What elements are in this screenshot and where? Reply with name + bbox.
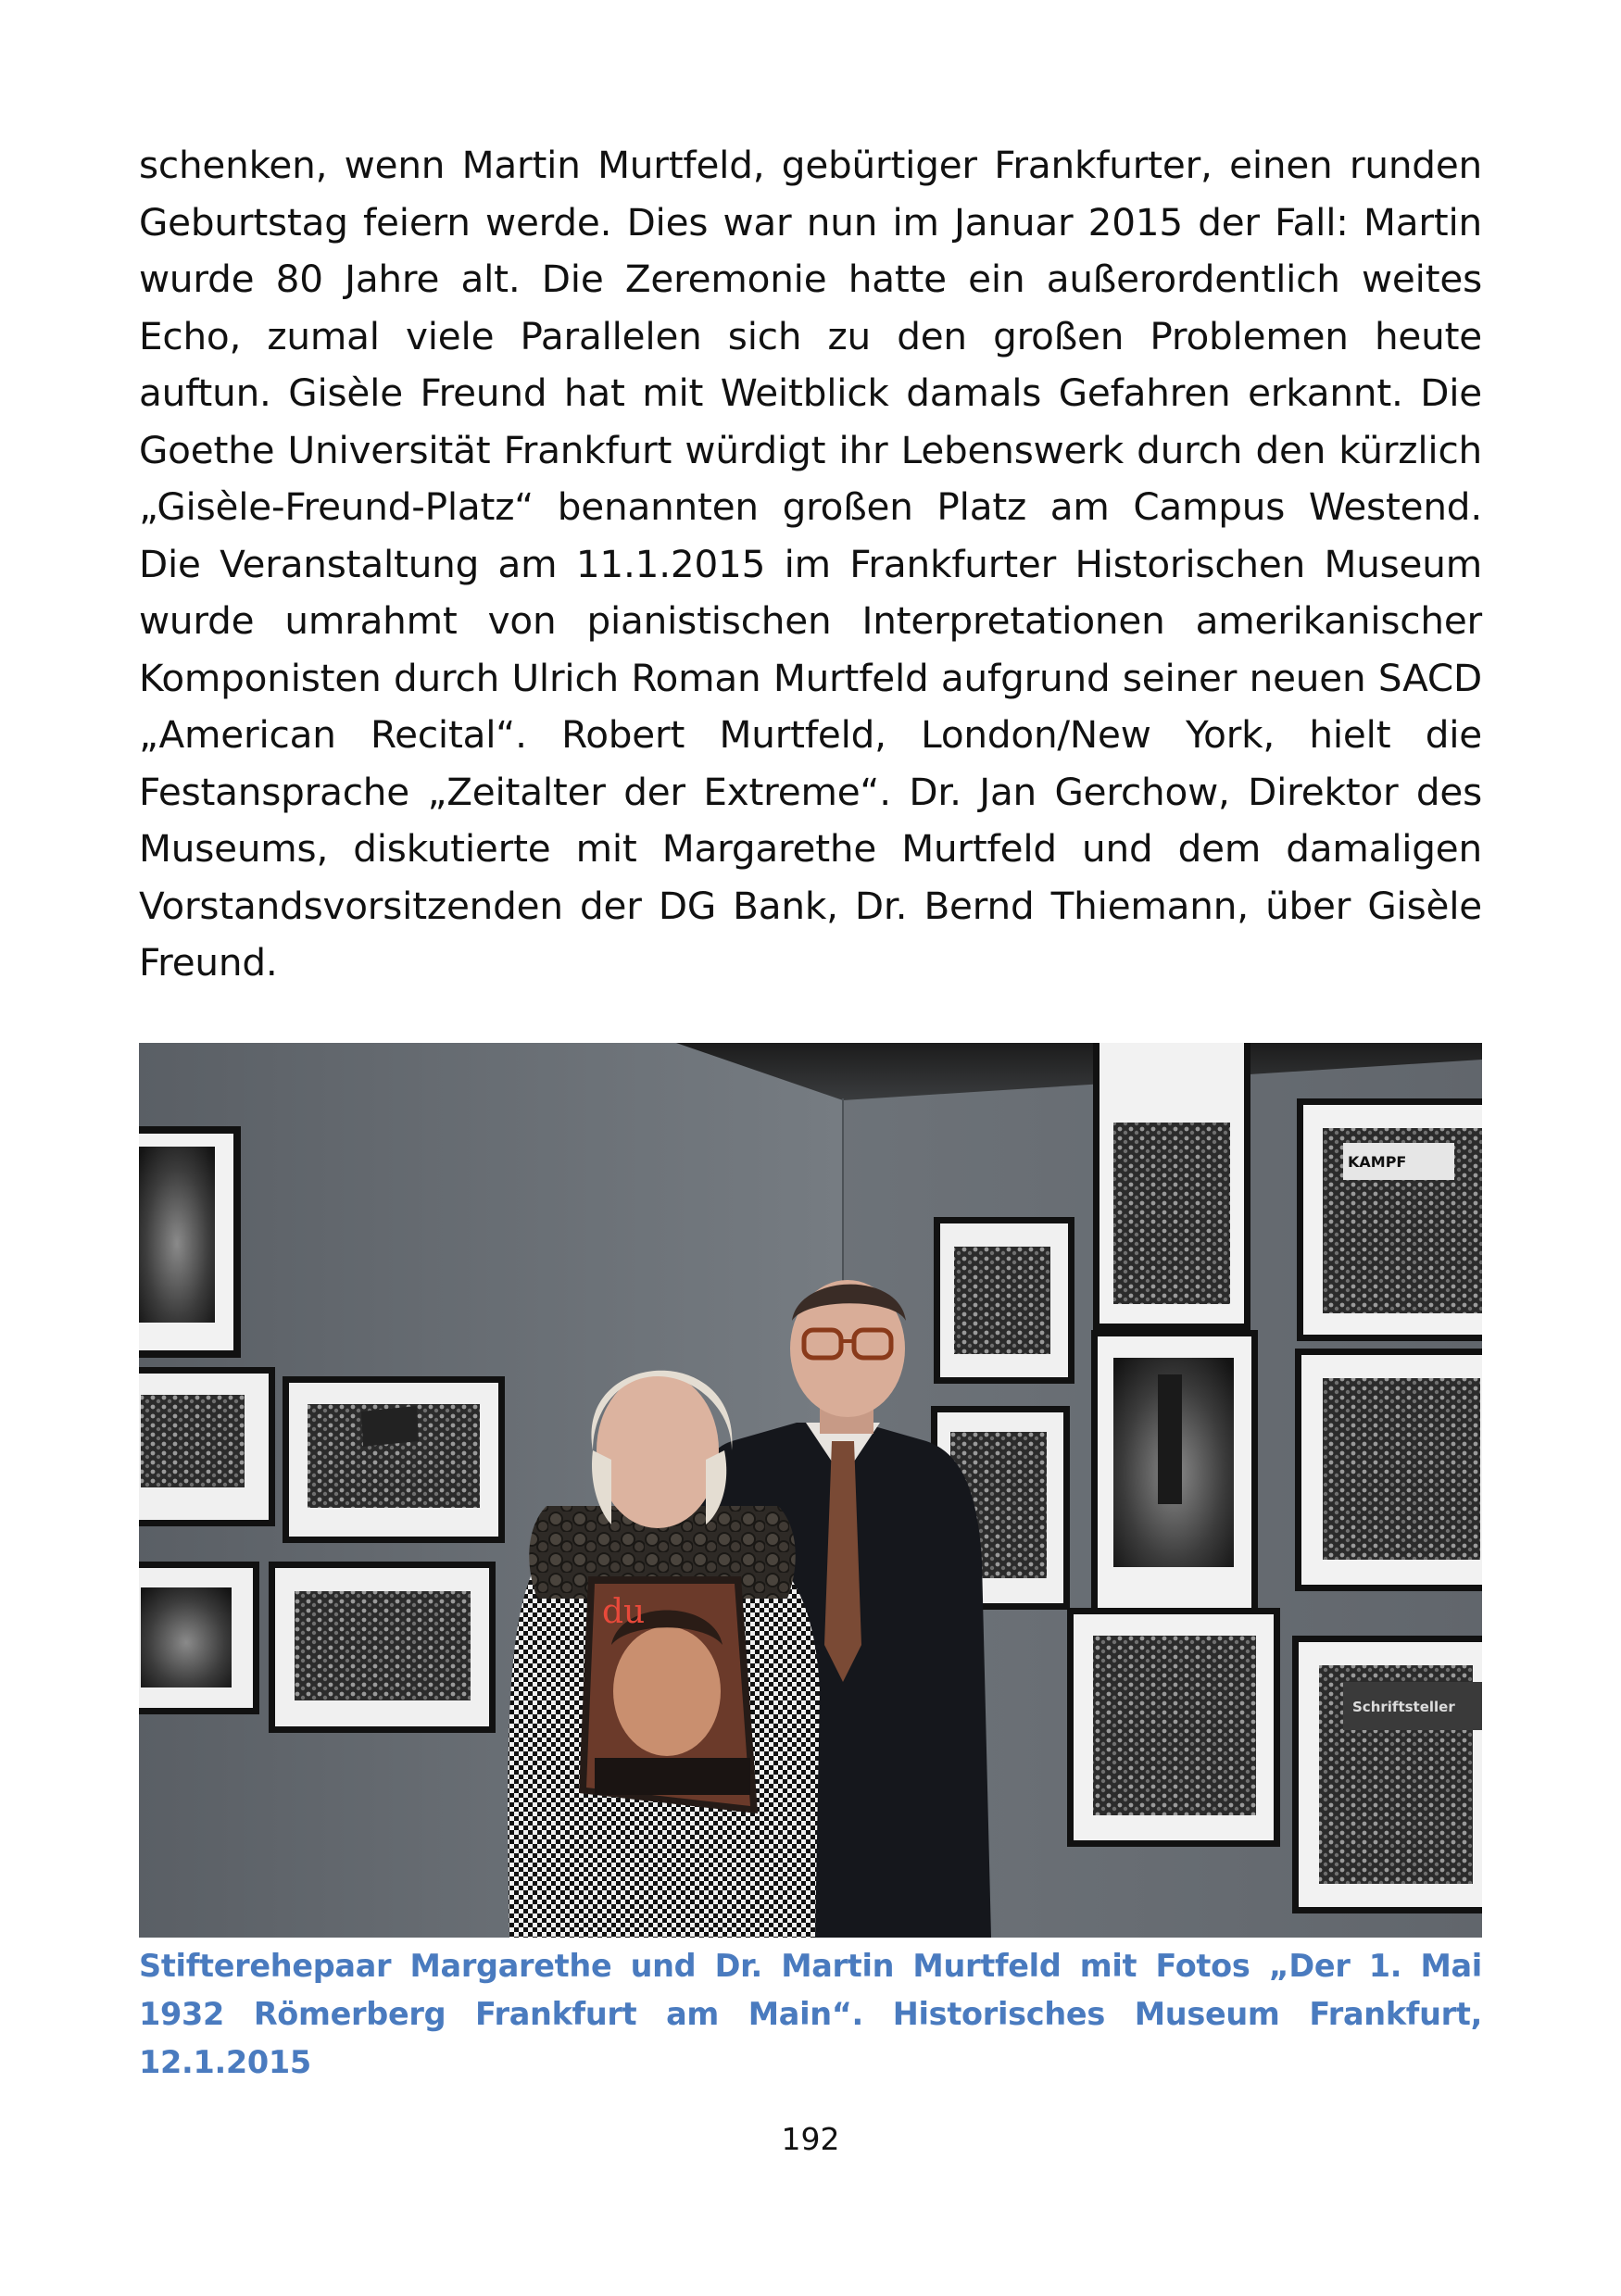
framed-photo <box>1093 1043 1250 1330</box>
banner-text: Schriftsteller <box>1352 1699 1455 1715</box>
framed-photo <box>139 1367 275 1526</box>
framed-photo <box>269 1562 496 1733</box>
body-paragraph: schenken, wenn Martin Murtfeld, gebürtiger Frankfurter, einen runden Geburtstag feiern werde. Dies war nun im Januar 2015 der Fall: Martin wurde 80 Jahre alt. Die Zeremonie hatte ein außerordentlich weites Echo, zumal viele Parallelen sich zu den großen Problemen heute auftun. Gisèle Freund hat mit Weitblick damals Gefahren erkannt. Die Goethe Universität Frankfurt würdigt ihr Lebenswerk durch den kürzlich „Gisèle-Freund-Platz“ benannten großen Platz am Campus Westend. Die Veranstaltung am 11.1.2015 im Frankfurter Historischen Museum wurde umrahmt von pianistischen Interpretationen amerikanischer Komponisten durch Ulrich Roman Murtfeld aufgrund seiner neuen SACD „American Recital“. Robert Murtfeld, London/New York, hielt die Festansprache „Zeitalter der Extreme“. Dr. Jan Gerchow, Direktor des Museums, diskutierte mit Margarethe Murtfeld und dem damaligen Vorstandsvorsitzenden der DG Bank, Dr. Bernd Thiemann, über Gisèle Freund. <box>139 143 1482 985</box>
page-number: 192 <box>781 2121 840 2157</box>
framed-photo <box>139 1562 259 1714</box>
framed-photo <box>139 1126 241 1358</box>
exhibition-photo <box>139 1043 1482 1938</box>
framed-photo <box>1091 1330 1258 1617</box>
photo-caption: Stifterehepaar Margarethe und Dr. Martin Murtfeld mit Fotos „Der 1. Mai 1932 Römerberg Frankfurt am Main“. Historisches Museum Frankfurt, 12.1.2015 <box>139 1948 1482 2080</box>
framed-photo <box>1067 1608 1280 1847</box>
framed-photo <box>283 1376 505 1543</box>
framed-photo <box>1295 1349 1482 1591</box>
poster-text: KAMPF <box>1348 1153 1407 1171</box>
du-magazine <box>579 1576 758 1813</box>
framed-photo <box>1292 1636 1482 1913</box>
magazine-title: du <box>602 1593 646 1631</box>
framed-photo <box>934 1217 1074 1384</box>
framed-photo <box>1297 1098 1482 1341</box>
